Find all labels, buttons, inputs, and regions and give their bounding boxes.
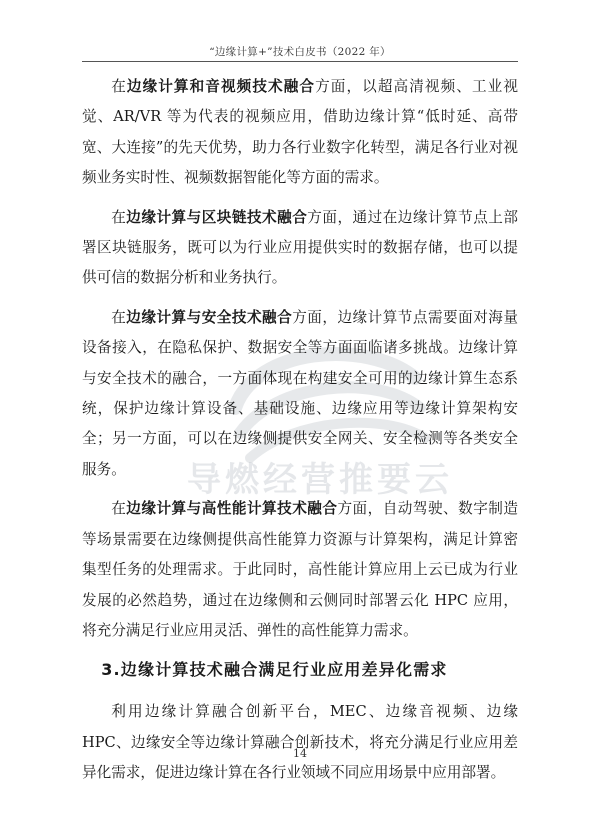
paragraph-security-fusion: 在边缘计算与安全技术融合方面，边缘计算节点需要面对海量设备接入，在隐私保护、数据安全等方面面临诸多挑战。边缘计算与安全技术的融合，一方面体现在构建安全可用的边缘计算生态系统，保护边缘计算设备、基础设施、边缘应用等边缘计算架构安全；另一方面，可以在边缘侧提供安全网关、安全检测等各类安全服务。 <box>82 308 518 478</box>
page-number: 14 <box>293 747 307 760</box>
watermark-text: 导燃经营推要云 <box>187 460 453 500</box>
header-rule <box>82 61 518 62</box>
paragraph-blockchain-fusion: 在边缘计算与区块链技术融合方面，通过在边缘计算节点上部署区块链服务，既可以为行业应用提供实时的数据存储，也可以提供可信的数据分析和业务执行。 <box>82 208 518 287</box>
bold-term: 边缘计算与区块链技术融合 <box>126 208 308 226</box>
running-header: “边缘计算+”技术白皮书（2022 年） <box>209 46 391 58</box>
paragraph-av-fusion: 在边缘计算和音视频技术融合方面，以超高清视频、工业视觉、AR/VR 等为代表的视频应用，借助边缘计算“低时延、高带宽、大连接”的先天优势，助力各行业数字化转型，满足各行业对视频业务实时性、视频数据智能化等方面的需求。 <box>82 78 518 187</box>
page-body <box>82 72 518 798</box>
bold-term: 边缘计算与安全技术融合 <box>126 308 293 326</box>
bold-term: 边缘计算与高性能计算技术融合 <box>126 500 338 518</box>
section-heading: 3.边缘计算技术融合满足行业应用差异化需求 <box>101 660 448 680</box>
bold-term: 边缘计算和音视频技术融合 <box>126 78 316 95</box>
paragraph-section-body: 利用边缘计算融合创新平台，MEC、边缘音视频、边缘 HPC、边缘安全等边缘计算融合创新技术，将充分满足行业应用差异化需求，促进边缘计算在各行业领域不同应用场景中应用部署。 <box>82 703 518 782</box>
paragraph-hpc-fusion: 在边缘计算与高性能计算技术融合方面，自动驾驶、数字制造等场景需要在边缘侧提供高性能算力资源与计算架构，满足计算密集型任务的处理需求。于此同时，高性能计算应用上云已成为行业发展的必然趋势，通过在边缘侧和云侧同时部署云化 HPC 应用，将充分满足行业应用灵活、弹性的高性能算力需求。 <box>82 500 518 639</box>
